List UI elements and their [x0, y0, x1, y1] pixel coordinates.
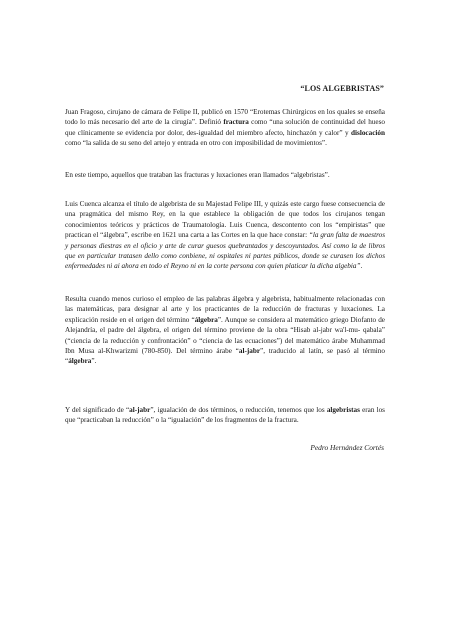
paragraph-cuenca: [65, 199, 385, 272]
paragraph-conclusion: [65, 405, 385, 426]
p5-text-a: Y del significado de “: [65, 406, 130, 414]
p2-text: En este tiempo, aquellos que trataban las fracturas y luxaciones eran llamados “algebristas”.: [65, 171, 330, 179]
author-signature: Pedro Hernández Cortés: [310, 443, 384, 452]
p4-text-d: ”, traducido al latín, se pasó al término “: [65, 347, 385, 366]
paragraph-algebristas-definition: [65, 170, 385, 180]
p3-text-a: Luis Cuenca alcanza el título de algebrista de su Majestad Felipe III, y quizás este cargo fuese consecuencia de una pragmática del mismo Rey, en la que establece la obligación de que todos los cirujanos tengan conocimientos teóricos y prácticos de Traumatología. Luis Cuenca, descontento con los “empiristas” que practican el “álgebra”, escribe en 1621 una carta a las Cortes en la que hace constar:: [65, 200, 385, 240]
term-al-jabr-1: al-jabr: [238, 347, 261, 356]
p3-text-e: .: [360, 262, 363, 271]
p5-text-c: ”, igualación de dos términos, o reducción, tenemos que los: [150, 406, 327, 414]
term-algebra-1: álgebra: [194, 315, 218, 324]
cuenca-quote: “la gran falta de maestros y personas diestras en el oficio y arte de curar guesos quebrantados y descoyuntados. Así como la de libros que en particular tratasen dello como conbiene, ni ospitales ni partes públicos, donde se curasen los dichos enfermedades ni ai ahora en todo el Reyno ni en la corte persona con quien platicar la dicha algebia”: [65, 231, 385, 271]
p1-text-d: como “la salida de su seno del artejo y entrada en otro con imposibilidad de movimientos”.: [65, 139, 327, 148]
p1-text-c: como “una solución de continuidad del hueso que clínicamente se evidencia por dolor, des-igualdad del miembro afecto, hinchazón y calor” y: [65, 118, 385, 137]
p4-text-a: Resulta cuando menos curioso el empleo de las palabras álgebra y algebrista, habitualmente relacionadas con las matemáticas, para designar al arte y los practicantes de la reducción de fracturas y luxaciones. La explicación reside en el origen del término “: [65, 295, 385, 324]
term-al-jabr-2: al-jabr: [129, 406, 151, 414]
paragraph-etymology: [65, 294, 385, 367]
paragraph-fragoso: [65, 107, 385, 149]
document-title: “LOS ALGEBRISTAS”: [300, 84, 384, 93]
term-dislocacion: dislocación: [351, 128, 385, 137]
term-fractura: fractura: [223, 118, 249, 127]
p4-text-e: ”.: [91, 357, 97, 366]
term-algebra-2: álgebra: [68, 357, 92, 366]
p5-text-d: eran los que “practicaban la reducción” o la “igualación” de los fragmentos de la fractura.: [65, 406, 385, 425]
p4-text-c: ”. Aunque se considera al matemático griego Diofanto de Alejandría, el padre del álgebra, el origen del término proviene de la obra “Hisab al-jabr wa'l-mu- qabala” (“ciencia de la reducción y confrontación” o “ciencia de las ecuaciones”) del matemático árabe Muhammad Ibn Musa al-Khwarizmi (780-850). Del término árabe “: [65, 315, 385, 356]
term-algebristas: algebristas: [326, 406, 360, 414]
p1-text-a: Juan Fragoso, cirujano de cámara de Felipe II, publicó en 1570 “Erotemas Chirúrgicos en los quales se enseña todo lo más necesario del arte de la cirugía”. Definió: [65, 108, 385, 127]
